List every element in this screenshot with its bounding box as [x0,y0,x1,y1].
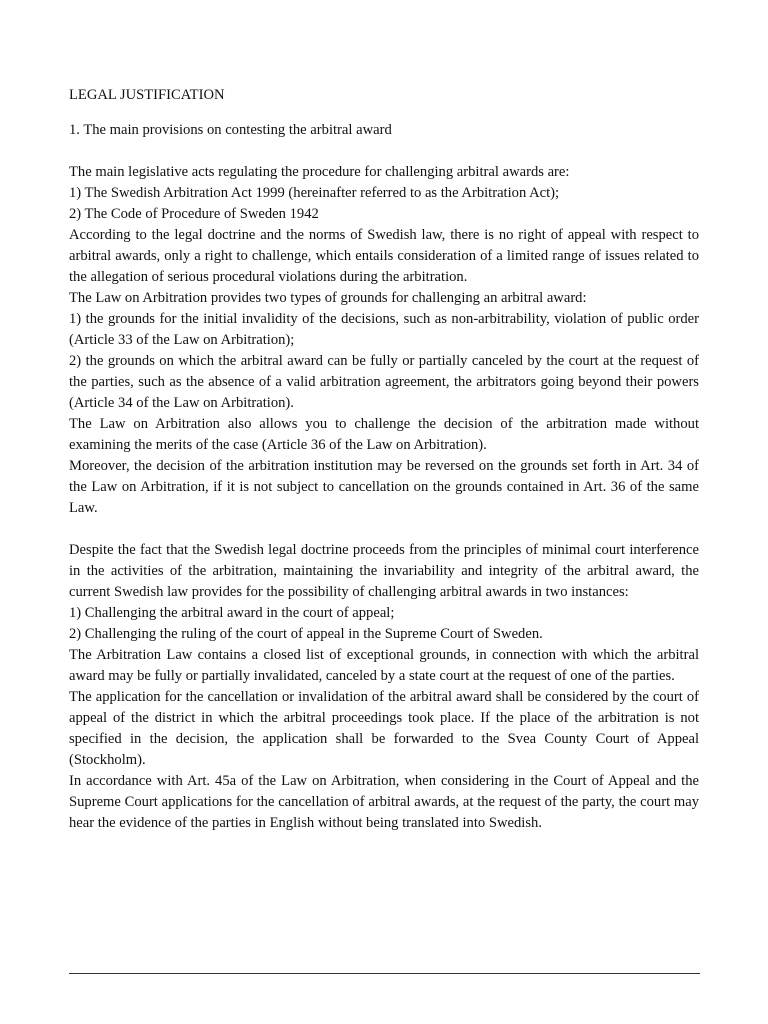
paragraph: The Arbitration Law contains a closed list of exceptional grounds, in connection with which the arbitral award may be fully or partially invalidated, canceled by a state court at the request of one of the parties. [69,647,699,684]
paragraph: In accordance with Art. 45a of the Law on Arbitration, when considering in the Court of Appeal and the Supreme Court applications for the cancellation of arbitral awards, at the request of the party, the court may hear the evidence of the parties in English without being translated into Swedish. [69,773,699,831]
document-page [69,85,699,834]
spacer [69,141,699,162]
list-item: 2) The Code of Procedure of Sweden 1942 [69,206,319,222]
document-heading: LEGAL JUSTIFICATION [69,87,225,103]
paragraph: According to the legal doctrine and the norms of Swedish law, there is no right of appeal with respect to arbitral awards, only a right to challenge, which entails consideration of a limited range of issues related to the allegation of serious procedural violations during the arbitration. [69,227,699,285]
footer-divider [69,973,700,974]
paragraph: The main legislative acts regulating the procedure for challenging arbitral awards are: [69,164,570,180]
paragraph: The Law on Arbitration also allows you to challenge the decision of the arbitration made without examining the merits of the case (Article 36 of the Law on Arbitration). [69,416,699,453]
spacer [69,106,699,120]
paragraph: The application for the cancellation or invalidation of the arbitral award shall be considered by the court of appeal of the district in which the arbitral proceedings took place. If the place of the arbitration is not specified in the decision, the application shall be forwarded to the Svea County Court of Appeal (Stockholm). [69,689,699,768]
paragraph: Despite the fact that the Swedish legal doctrine proceeds from the principles of minimal court interference in the activities of the arbitration, maintaining the invariability and integrity of the arbitral award, the current Swedish law provides for the possibility of challenging arbitral awards in two instances: [69,542,699,600]
list-item: 1) Challenging the arbitral award in the court of appeal; [69,605,395,621]
list-item: 2) Challenging the ruling of the court of appeal in the Supreme Court of Sweden. [69,626,543,642]
paragraph: The Law on Arbitration provides two types of grounds for challenging an arbitral award: [69,290,587,306]
list-item: 1) The Swedish Arbitration Act 1999 (hereinafter referred to as the Arbitration Act); [69,185,560,201]
paragraph: Moreover, the decision of the arbitration institution may be reversed on the grounds set forth in Art. 34 of the Law on Arbitration, if it is not subject to cancellation on the grounds contained in Art. 36 of the same Law. [69,458,699,516]
list-item: 2) the grounds on which the arbitral award can be fully or partially canceled by the court at the request of the parties, such as the absence of a valid arbitration agreement, the arbitrators going beyond their powers (Article 34 of the Law on Arbitration). [69,353,699,411]
section-title: 1. The main provisions on contesting the arbitral award [69,122,392,138]
list-item: 1) the grounds for the initial invalidity of the decisions, such as non-arbitrability, violation of public order (Article 33 of the Law on Arbitration); [69,311,699,348]
spacer [69,519,699,540]
